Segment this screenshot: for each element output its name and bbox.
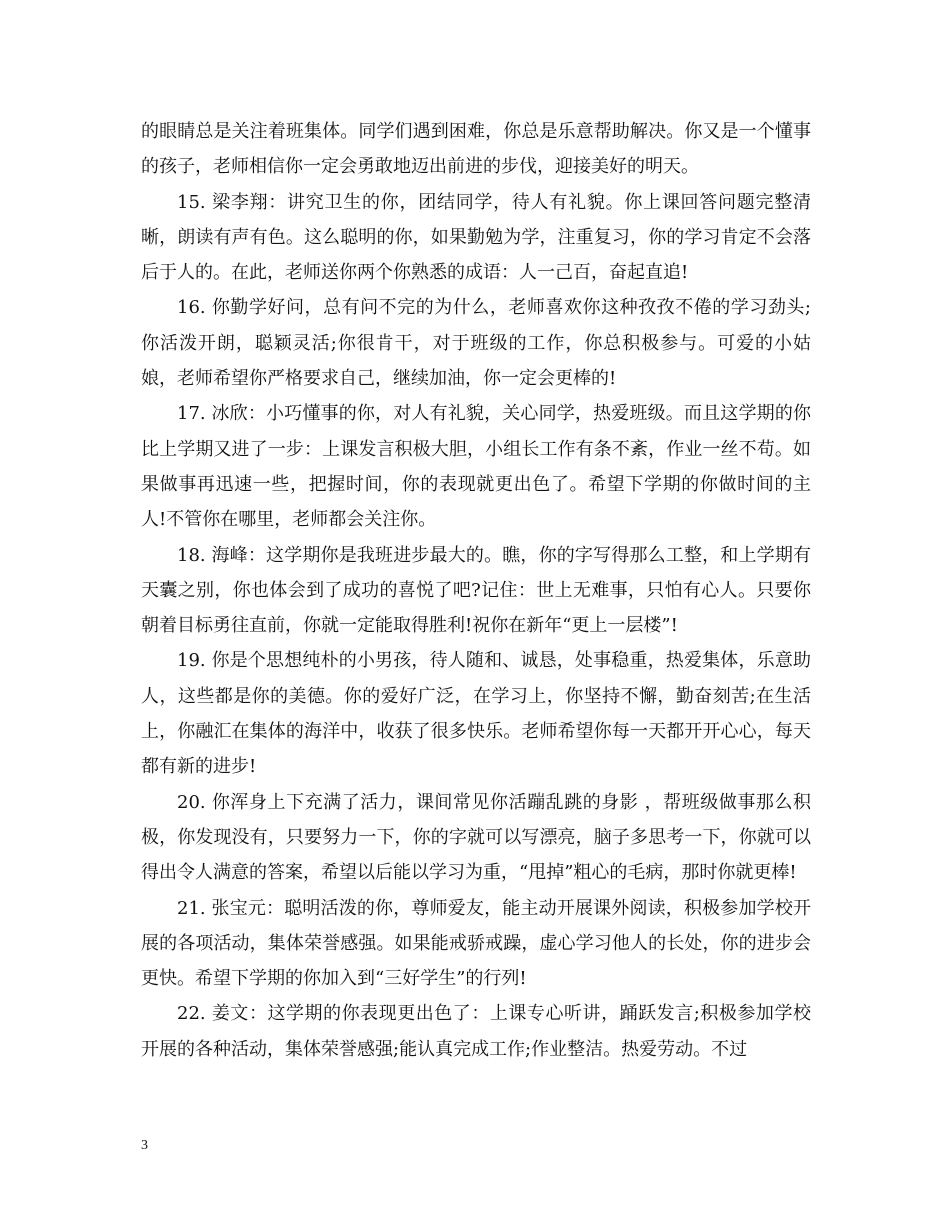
paragraph-comment-21: 21. 张宝元：聪明活泼的你，尊师爱友，能主动开展课外阅读，积极参加学校开展的各项活动，集体荣誉感强。如果能戒骄戒躁，虚心学习他人的长处，你的进步会更快。希望下学期的你加入到“三好学生”的行列!	[141, 897, 811, 990]
paragraph-comment-17: 17. 冰欣：小巧懂事的你，对人有礼貌，关心同学，热爱班级。而且这学期的你比上学期又进了一步：上课发言积极大胆，小组长工作有条不紊，作业一丝不苟。如果做事再迅速一些，把握时间，你的表现就更出色了。希望下学期的你做时间的主人!不管你在哪里，老师都会关注你。	[141, 403, 811, 531]
paragraph-comment-18: 18. 海峰：这学期你是我班进步最大的。瞧，你的字写得那么工整，和上学期有天囊之别，你也体会到了成功的喜悦了吧?记住：世上无难事，只怕有心人。只要你朝着目标勇往直前，你就一定能取得胜利!祝你在新年“更上一层楼”!	[141, 544, 811, 637]
page-number: 3	[141, 1138, 148, 1153]
paragraph-continuation: 的眼睛总是关注着班集体。同学们遇到困难，你总是乐意帮助解决。你又是一个懂事的孩子，老师相信你一定会勇敢地迈出前进的步伐，迎接美好的明天。	[141, 121, 811, 178]
paragraph-comment-16: 16. 你勤学好问，总有问不完的为什么，老师喜欢你这种孜孜不倦的学习劲头;你活泼开朗，聪颖灵活;你很肯干，对于班级的工作，你总积极参与。可爱的小姑娘，老师希望你严格要求自己，继续加油，你一定会更棒的!	[141, 297, 811, 390]
document-body	[141, 114, 811, 1067]
paragraph-comment-20: 20. 你浑身上下充满了活力，课间常见你活蹦乱跳的身影 ，帮班级做事那么积极，你发现没有，只要努力一下，你的字就可以写漂亮，脑子多思考一下，你就可以得出令人满意的答案，希望以后能以学习为重，“甩掉”粗心的毛病，那时你就更棒!	[141, 791, 811, 884]
paragraph-comment-19: 19. 你是个思想纯朴的小男孩，待人随和、诚恳，处事稳重，热爱集体，乐意助人，这些都是你的美德。你的爱好广泛，在学习上，你坚持不懈，勤奋刻苦;在生活上，你融汇在集体的海洋中，收获了很多快乐。老师希望你每一天都开开心心，每天都有新的进步!	[141, 650, 811, 778]
paragraph-comment-15: 15. 梁李翔：讲究卫生的你，团结同学，待人有礼貌。你上课回答问题完整清晰，朗读有声有色。这么聪明的你，如果勤勉为学，注重复习，你的学习肯定不会落后于人的。在此，老师送你两个你熟悉的成语：人一己百，奋起直追!	[141, 191, 811, 284]
paragraph-comment-22: 22. 姜文：这学期的你表现更出色了：上课专心听讲，踊跃发言;积极参加学校开展的各种活动，集体荣誉感强;能认真完成工作;作业整洁。热爱劳动。不过	[141, 1003, 811, 1060]
